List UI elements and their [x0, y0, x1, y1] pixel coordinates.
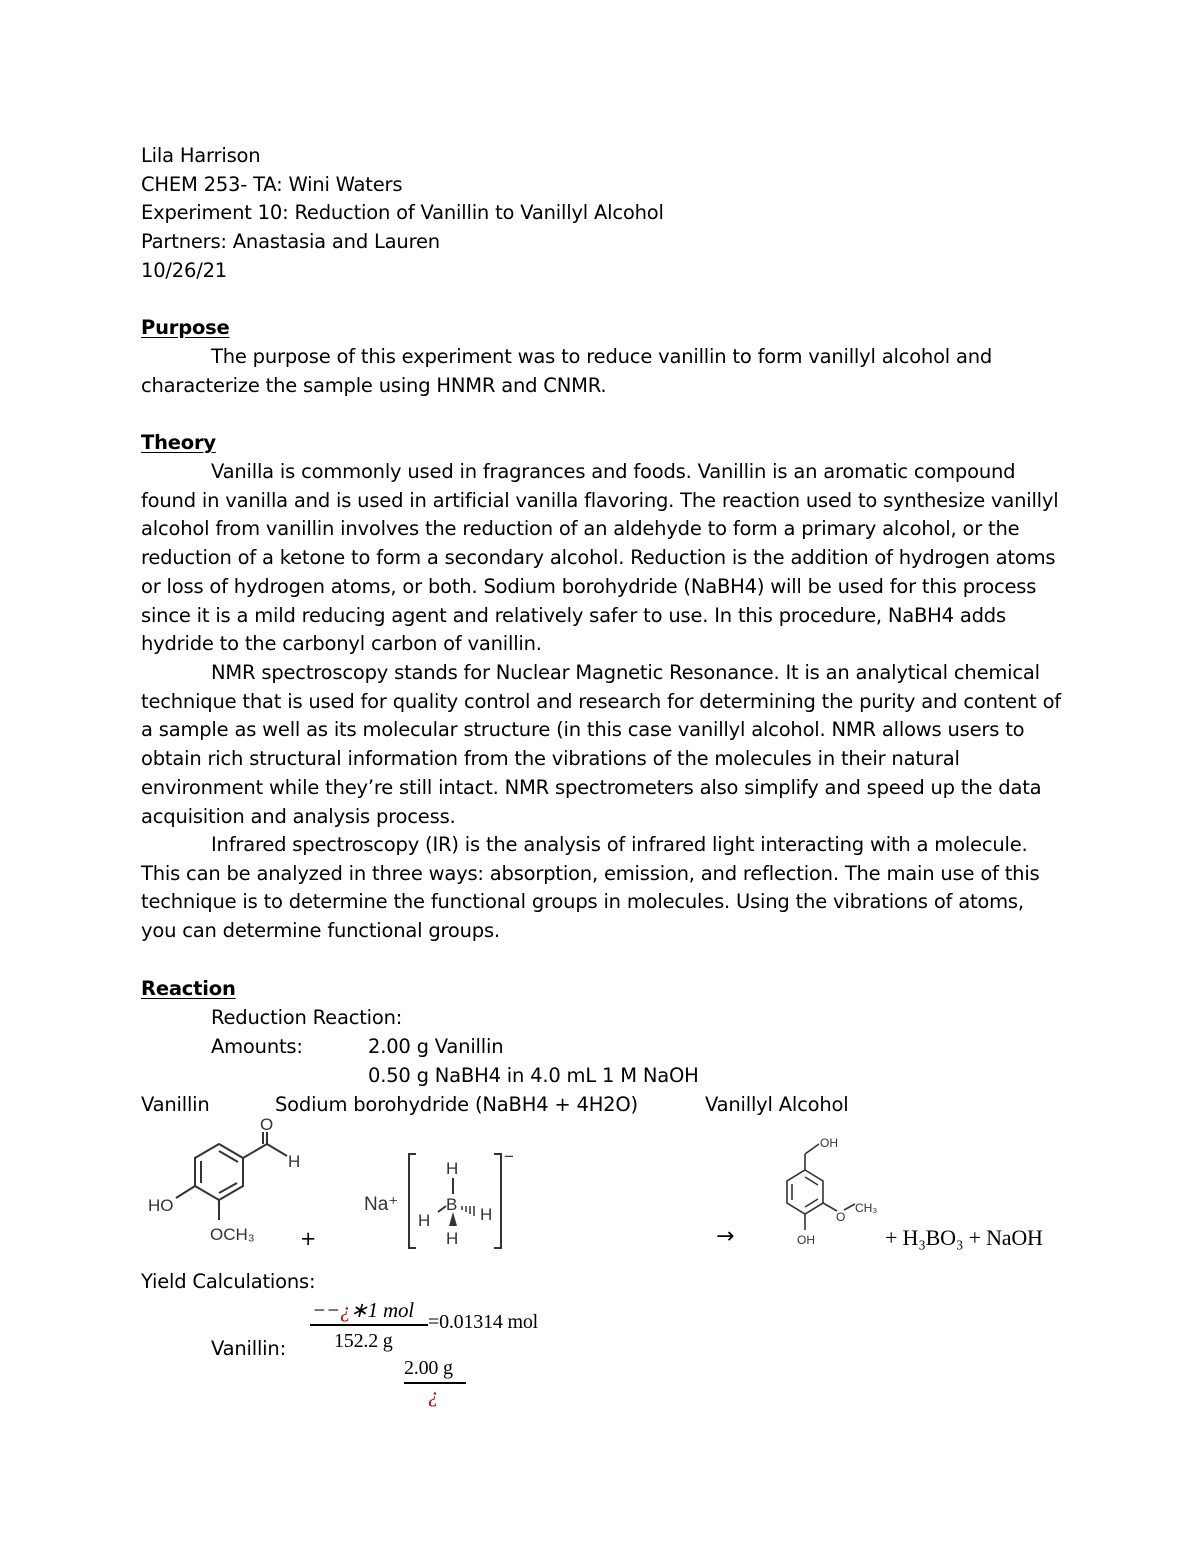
- amount-nabh4: 0.50 g NaBH4 in 4.0 mL 1 M NaOH: [368, 1064, 699, 1087]
- theory-line: Infrared spectroscopy (IR) is the analysis of infrared light interacting with a molecule.: [211, 833, 1028, 856]
- fraction1-numerator: [312, 1296, 414, 1325]
- experiment-title: Experiment 10: Reduction of Vanillin to Vanillyl Alcohol: [141, 201, 664, 224]
- sodium-ion-label: Na⁺: [364, 1194, 399, 1215]
- h-right-label: H: [480, 1205, 493, 1224]
- amounts-label: Amounts:: [211, 1035, 303, 1058]
- reaction-heading: Reaction: [141, 977, 236, 1000]
- vanillyl-alcohol-structure: [775, 1130, 885, 1252]
- borohydride-structure: [360, 1148, 525, 1253]
- vanillin-o-label: O: [260, 1115, 274, 1134]
- fraction2-denominator: ¿: [428, 1383, 439, 1407]
- vanillin-yield-label: Vanillin:: [211, 1337, 286, 1360]
- theory-line: technique is to determine the functional groups in molecules. Using the vibrations of atoms,: [141, 890, 1024, 914]
- h-top-label: H: [446, 1159, 459, 1178]
- purpose-paragraph: [141, 343, 1071, 400]
- boron-label: B: [446, 1195, 458, 1214]
- h-left-label: H: [418, 1211, 431, 1230]
- theory-line: NMR spectroscopy stands for Nuclear Magnetic Resonance. It is an analytical chemical: [211, 661, 1040, 684]
- fraction1-bar: [310, 1324, 428, 1326]
- course-line: CHEM 253- TA: Wini Waters: [141, 173, 403, 196]
- theory-paragraph-2: [141, 659, 1071, 831]
- theory-line: Vanilla is commonly used in fragrances and foods. Vanillin is an aromatic compound: [211, 460, 1016, 483]
- theory-line: acquisition and analysis process.: [141, 804, 456, 828]
- theory-heading: Theory: [141, 431, 216, 454]
- alcohol-oh-bottom-label: OH: [797, 1233, 815, 1247]
- date-line: 10/26/21: [141, 259, 227, 282]
- fraction2-numerator: 2.00 g: [404, 1357, 453, 1379]
- vanillin-structure: [140, 1112, 315, 1252]
- alcohol-ch3-label: CH₃: [855, 1201, 878, 1215]
- reduction-reaction-label: Reduction Reaction:: [211, 1006, 403, 1029]
- purpose-line: characterize the sample using HNMR and CNMR.: [141, 373, 607, 397]
- theory-line: technique that is used for quality control and research for determining the purity and content of: [141, 689, 1061, 713]
- theory-paragraph-1: [141, 458, 1071, 659]
- fraction1-denominator: 152.2 g: [334, 1330, 393, 1352]
- theory-line: or loss of hydrogen atoms, or both. Sodium borohydride (NaBH4) will be used for this process: [141, 574, 1037, 598]
- alcohol-ether-o-label: O: [836, 1210, 846, 1224]
- result-moles: =0.01314 mol: [428, 1311, 538, 1333]
- theory-line: found in vanilla and is used in artificial vanilla flavoring. The reaction used to synthesize vanillyl: [141, 488, 1059, 512]
- charge-minus-label: −: [504, 1148, 514, 1166]
- label-vanillyl-alcohol: Vanillyl Alcohol: [705, 1093, 849, 1116]
- wedge-bond: [449, 1212, 457, 1226]
- theory-line: reduction of a ketone to form a secondary alcohol. Reduction is the addition of hydrogen atoms: [141, 546, 1056, 570]
- theory-line: since it is a mild reducing agent and relatively safer to use. In this procedure, NaBH4 adds: [141, 603, 1006, 627]
- numerator-dashes: −−: [312, 1298, 340, 1322]
- vanillin-h-label: H: [288, 1152, 301, 1171]
- purpose-heading: Purpose: [141, 316, 230, 339]
- plus-sign-1: +: [300, 1227, 317, 1250]
- label-vanillin: Vanillin: [141, 1093, 210, 1116]
- vanillin-ho-label: HO: [148, 1196, 174, 1215]
- vanillin-och3-label: OCH₃: [210, 1225, 255, 1244]
- purpose-line: The purpose of this experiment was to reduce vanillin to form vanillyl alcohol and: [211, 345, 993, 368]
- theory-line: environment while they’re still intact. NMR spectrometers also simplify and speed up the data: [141, 775, 1042, 799]
- partners-line: Partners: Anastasia and Lauren: [141, 230, 440, 253]
- reaction-arrow: →: [716, 1224, 735, 1249]
- numerator-mol: ∗1 mol: [350, 1298, 414, 1322]
- theory-line: you can determine functional groups.: [141, 919, 500, 943]
- yield-heading: Yield Calculations:: [141, 1270, 316, 1293]
- theory-line: alcohol from vanillin involves the reduction of an aldehyde to form a primary alcohol, or the: [141, 517, 1020, 541]
- author-name: Lila Harrison: [141, 144, 261, 167]
- numerator-error-glyph: ¿: [339, 1298, 351, 1322]
- theory-line: obtain rich structural information from the vibrations of the molecules in their natural: [141, 747, 960, 771]
- byproducts: + H₃BO₃ + NaOH: [885, 1225, 1043, 1250]
- label-sodium-borohydride: Sodium borohydride (NaBH4 + 4H2O): [275, 1093, 638, 1116]
- theory-line: This can be analyzed in three ways: absorption, emission, and reflection. The main use of this: [141, 861, 1040, 885]
- theory-line: a sample as well as its molecular structure (in this case vanillyl alcohol. NMR allows users to: [141, 718, 1025, 742]
- alcohol-oh-top-label: OH: [820, 1136, 838, 1150]
- theory-paragraph-3: [141, 831, 1071, 946]
- theory-line: hydride to the carbonyl carbon of vanillin.: [141, 632, 542, 656]
- h-bottom-label: H: [446, 1229, 459, 1248]
- amount-vanillin: 2.00 g Vanillin: [368, 1035, 504, 1058]
